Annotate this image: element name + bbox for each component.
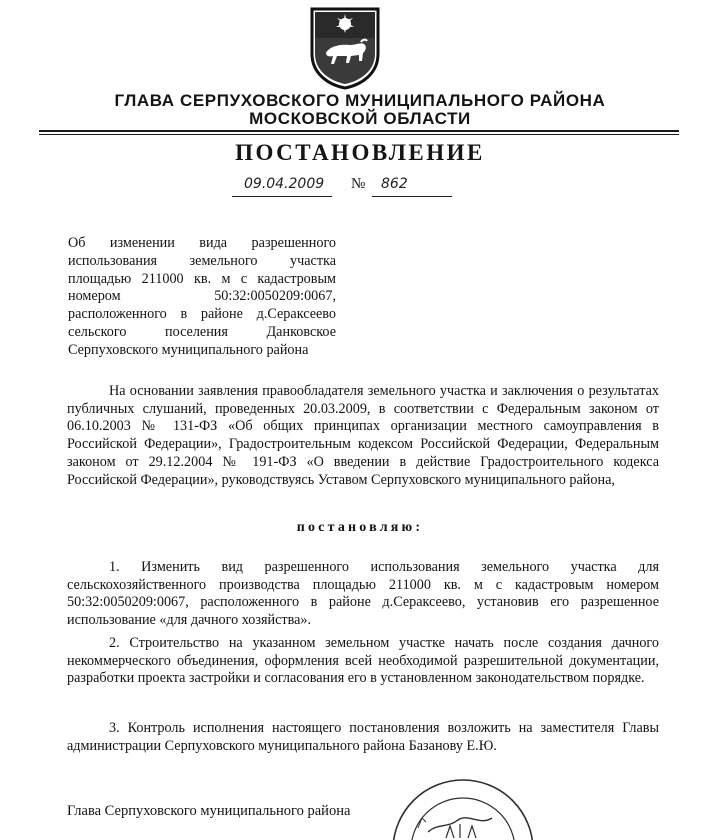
number-label: № xyxy=(351,176,366,192)
header-rule xyxy=(39,130,679,132)
resolve-heading: постановляю: xyxy=(296,520,424,535)
number-underline xyxy=(372,196,452,197)
resolution-item-1: 1. Изменить вид разрешенного использования земельного участка для сельскохозяйственного производства площадью 211000 кв. м с кадастровым номером 50:32:0050209:0067, расположенного в районе д.Сераксеево, установив его разрешенное использование «для дачного хозяйства». xyxy=(67,559,659,629)
subject-line: номером 50:32:0050209:0067, xyxy=(68,288,336,305)
subject-block xyxy=(68,235,336,360)
official-stamp-icon xyxy=(388,768,538,840)
signature-title: Глава Серпуховского муниципального района xyxy=(67,803,351,819)
subject-line: расположенного в районе д.Сераксеево xyxy=(68,306,336,323)
resolution-item-3: 3. Контроль исполнения настоящего постановления возложить на заместителя Главы администрации Серпуховского муниципального района Базанову Е.Ю. xyxy=(67,720,659,754)
subject-line: Серпуховского муниципального района xyxy=(68,341,309,358)
document-date: 09.04.2009 xyxy=(244,176,325,192)
document-title: ПОСТАНОВЛЕНИЕ xyxy=(235,140,485,165)
header-line-1: ГЛАВА СЕРПУХОВСКОГО МУНИЦИПАЛЬНОГО РАЙОНА xyxy=(114,91,606,110)
coat-of-arms-icon xyxy=(309,6,381,90)
header-line-2: МОСКОВСКОЙ ОБЛАСТИ xyxy=(249,109,471,128)
subject-line: сельского поселения Данковское xyxy=(68,323,336,340)
document-number: 862 xyxy=(381,176,408,192)
resolution-item-2: 2. Строительство на указанном земельном участке начать после создания дачного некоммерческого объединения, оформления всей необходимой разрешительной документации, разработки проекта застройки и согласования его в установленном законодательством порядке. xyxy=(67,635,659,687)
preamble-paragraph: На основании заявления правообладателя земельного участка и заключения о результатах публичных слушаний, проведенных 20.03.2009, в соответствии с Федеральным законом от 06.10.2003 № 131-ФЗ «Об общих принципах организации местного самоуправления в Российской Федерации», Градостроительным кодексом Российской Федерации, Федеральным законом от 29.12.2004 № 191-ФЗ «О введении в действие Градостроительного кодекса Российской Федерации», руководствуясь Уставом Серпуховского муниципального района, xyxy=(67,383,659,488)
header-rule-thin xyxy=(39,134,679,135)
subject-line: площадью 211000 кв. м с кадастровым xyxy=(68,270,336,287)
subject-line: Об изменении вида разрешенного xyxy=(68,235,336,251)
date-underline xyxy=(232,196,332,197)
subject-line: использования земельного участка xyxy=(68,252,336,269)
